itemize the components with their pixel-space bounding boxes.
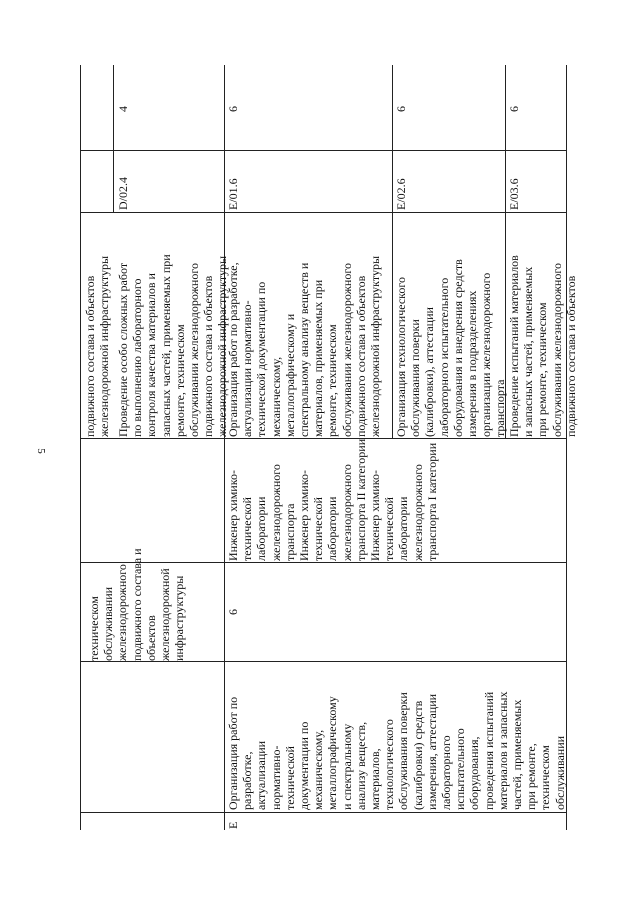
row1-tf-code-2: D/02.4 <box>116 177 130 210</box>
row1-general-function: техническом обслуживании железнодорожного подвижного состава и объектов железнодорожной инфраструктуры <box>87 548 187 661</box>
row2-positions: Инженер химико- технической лаборатории железнодорожного транспорта Инженер химико- технической лаборатории железнодорожного транспорта II категории Инженер химико- технической лаборатории железнодорожного транспорта I категории <box>226 438 439 561</box>
row2-tf-level-3: 6 <box>507 106 521 112</box>
row2-tf-code-3: E/03.6 <box>507 178 521 210</box>
row2-general-function: Организация работ по разработке, актуализации нормативно- технической документации по механическому, металлографическому и спектральному анализу веществ, материалов, технологического обслуживания поверки (калибровки) средств измерения, аттестации лабораторного испытательного оборудования, проведения испытаний материалов и запасных частей, применяемых при ремонте, техническом обслуживании <box>226 691 567 810</box>
row2-tf-code-2: E/02.6 <box>394 178 408 210</box>
row2-tf-text-2: Организация технологического обслуживания поверки (калибровки), аттестации лабораторного испытательного оборудования и внедрения средств измерения в подразделениях организации железнодорожного транспорта <box>394 259 508 437</box>
row2-tf-code-1: E/01.6 <box>226 178 240 210</box>
row1-tf-text-1: подвижного состава и объектов железнодорожной инфраструктуры <box>83 255 112 437</box>
page-number: 5 <box>35 448 47 454</box>
row1-tf-text-2: Проведение особо сложных работ по выполнению лабораторного контроля качества материалов и запасных частей, применяемых при ремонте, техническом обслуживании железнодорожного подвижного состава и объектов железнодорожной инфраструктуры <box>116 254 230 437</box>
row1-tf-level-2: 4 <box>116 106 130 112</box>
row2-tf-level-2: 6 <box>394 106 408 112</box>
rotated-competency-table <box>80 65 578 830</box>
row2-level: 6 <box>226 609 240 615</box>
row2-tf-level-1: 6 <box>226 106 240 112</box>
row2-tf-text-3: Проведение испытаний материалов и запасных частей, применяемых при ремонте, техническом обслуживании железнодорожного подвижного состава и объектов <box>507 255 578 437</box>
row2-tf-text-1: Организация работ по разработке, актуализации нормативно- технической документации по механическому, металлографическому и спектральному анализу веществ и материалов, применяемых при ремонте, техническом обслуживании железнодорожного подвижного состава и объектов железнодорожной инфраструктуры <box>226 255 383 437</box>
row2-code: E <box>226 821 240 829</box>
